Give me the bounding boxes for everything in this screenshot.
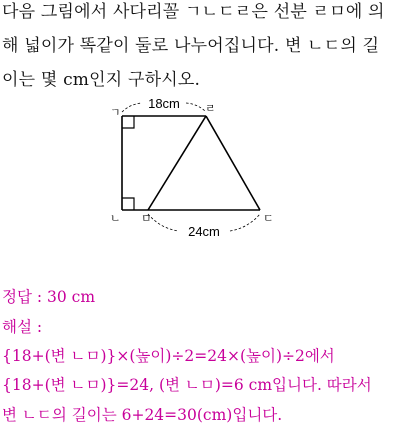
explanation-line-3: 변 ㄴㄷ의 길이는 6+24=30(cm)입니다. (2, 406, 283, 424)
vertex-label-a: ㄱ (110, 106, 121, 119)
top-length-label: 18cm (148, 98, 180, 111)
explanation-label: 해설 : (2, 318, 43, 336)
explanation-line-1: {18+(변 ㄴㅁ)}×(높이)÷2=24×(높이)÷2에서 (2, 347, 335, 365)
vertex-label-e: ㅁ (141, 212, 152, 225)
vertex-label-c: ㄷ (263, 212, 274, 225)
brace-bottom-left (148, 214, 178, 231)
brace-bottom-right (230, 214, 260, 231)
vertex-label-b: ㄴ (110, 212, 121, 225)
vertex-label-d: ㄹ (205, 102, 216, 115)
brace-top-right (186, 103, 206, 112)
question-line-3: 이는 몇 cm인지 구하시오. (2, 70, 201, 90)
segment-de (148, 116, 206, 210)
question-line-2: 해 넓이가 똑같이 둘로 나누어집니다. 변 ㄴㄷ의 길 (2, 36, 380, 56)
brace-top-left (122, 103, 142, 112)
edge-right (206, 116, 260, 210)
answer-line: 정답 : 30 cm (2, 288, 96, 306)
question-line-1: 다음 그림에서 사다리꼴 ㄱㄴㄷㄹ은 선분 ㄹㅁ에 의 (2, 2, 385, 22)
trapezoid-figure (108, 98, 294, 242)
right-angle-mark-bottom (122, 198, 134, 210)
explanation-line-2: {18+(변 ㄴㅁ)}=24, (변 ㄴㅁ)=6 cm입니다. 따라서 (2, 376, 372, 394)
right-angle-mark-top (122, 116, 134, 128)
bottom-length-label: 24cm (188, 224, 220, 239)
